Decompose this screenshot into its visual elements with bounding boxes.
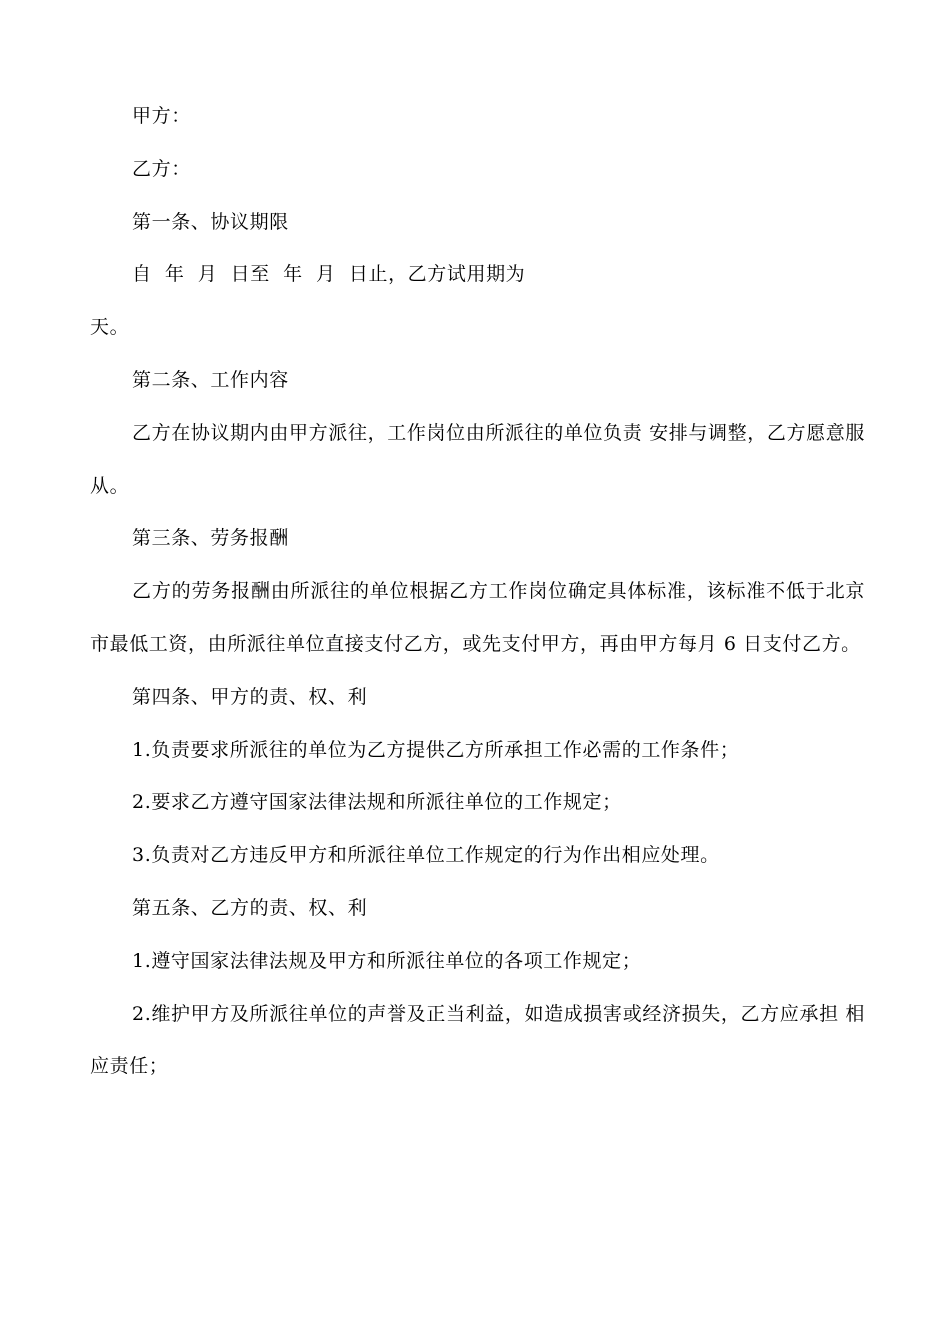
- article-3-paragraph: 乙方的劳务报酬由所派往的单位根据乙方工作岗位确定具体标准，该标准不低于北京市最低工资，由所派往单位直接支付乙方，或先支付甲方，再由甲方每月 6 日支付乙方。: [90, 580, 865, 655]
- article-3-heading: 第三条、劳务报酬: [132, 527, 289, 550]
- article-2-heading: 第二条、工作内容: [132, 368, 289, 391]
- article-4-item-2: 2.要求乙方遵守国家法律法规和所派往单位的工作规定；: [132, 791, 622, 814]
- article-5-item-1: 1.遵守国家法律法规及甲方和所派往单位的各项工作规定；: [132, 949, 642, 972]
- article-5-heading: 第五条、乙方的责、权、利: [132, 896, 368, 919]
- party-a-label: 甲方：: [132, 105, 191, 127]
- party-b-label: 乙方：: [132, 157, 191, 180]
- article-1-term-continuation: 天。: [90, 316, 130, 339]
- article-1-heading: 第一条、协议期限: [132, 210, 289, 233]
- article-4-item-3: 3.负责对乙方违反甲方和所派往单位工作规定的行为作出相应处理。: [132, 844, 720, 867]
- document-body: [90, 90, 865, 1093]
- article-2-paragraph: 乙方在协议期内由甲方派往，工作岗位由所派往的单位负责 安排与调整，乙方愿意服从。: [90, 421, 865, 497]
- article-1-term-line: 自 年 月 日至 年 月 日止，乙方试用期为: [132, 263, 526, 286]
- article-4-heading: 第四条、甲方的责、权、利: [132, 685, 368, 708]
- article-5-item-2: 2.维护甲方及所派往单位的声誉及正当利益，如造成损害或经济损失，乙方应承担 相应责任；: [90, 1002, 865, 1078]
- article-4-item-1: 1.负责要求所派往的单位为乙方提供乙方所承担工作必需的工作条件；: [132, 738, 740, 761]
